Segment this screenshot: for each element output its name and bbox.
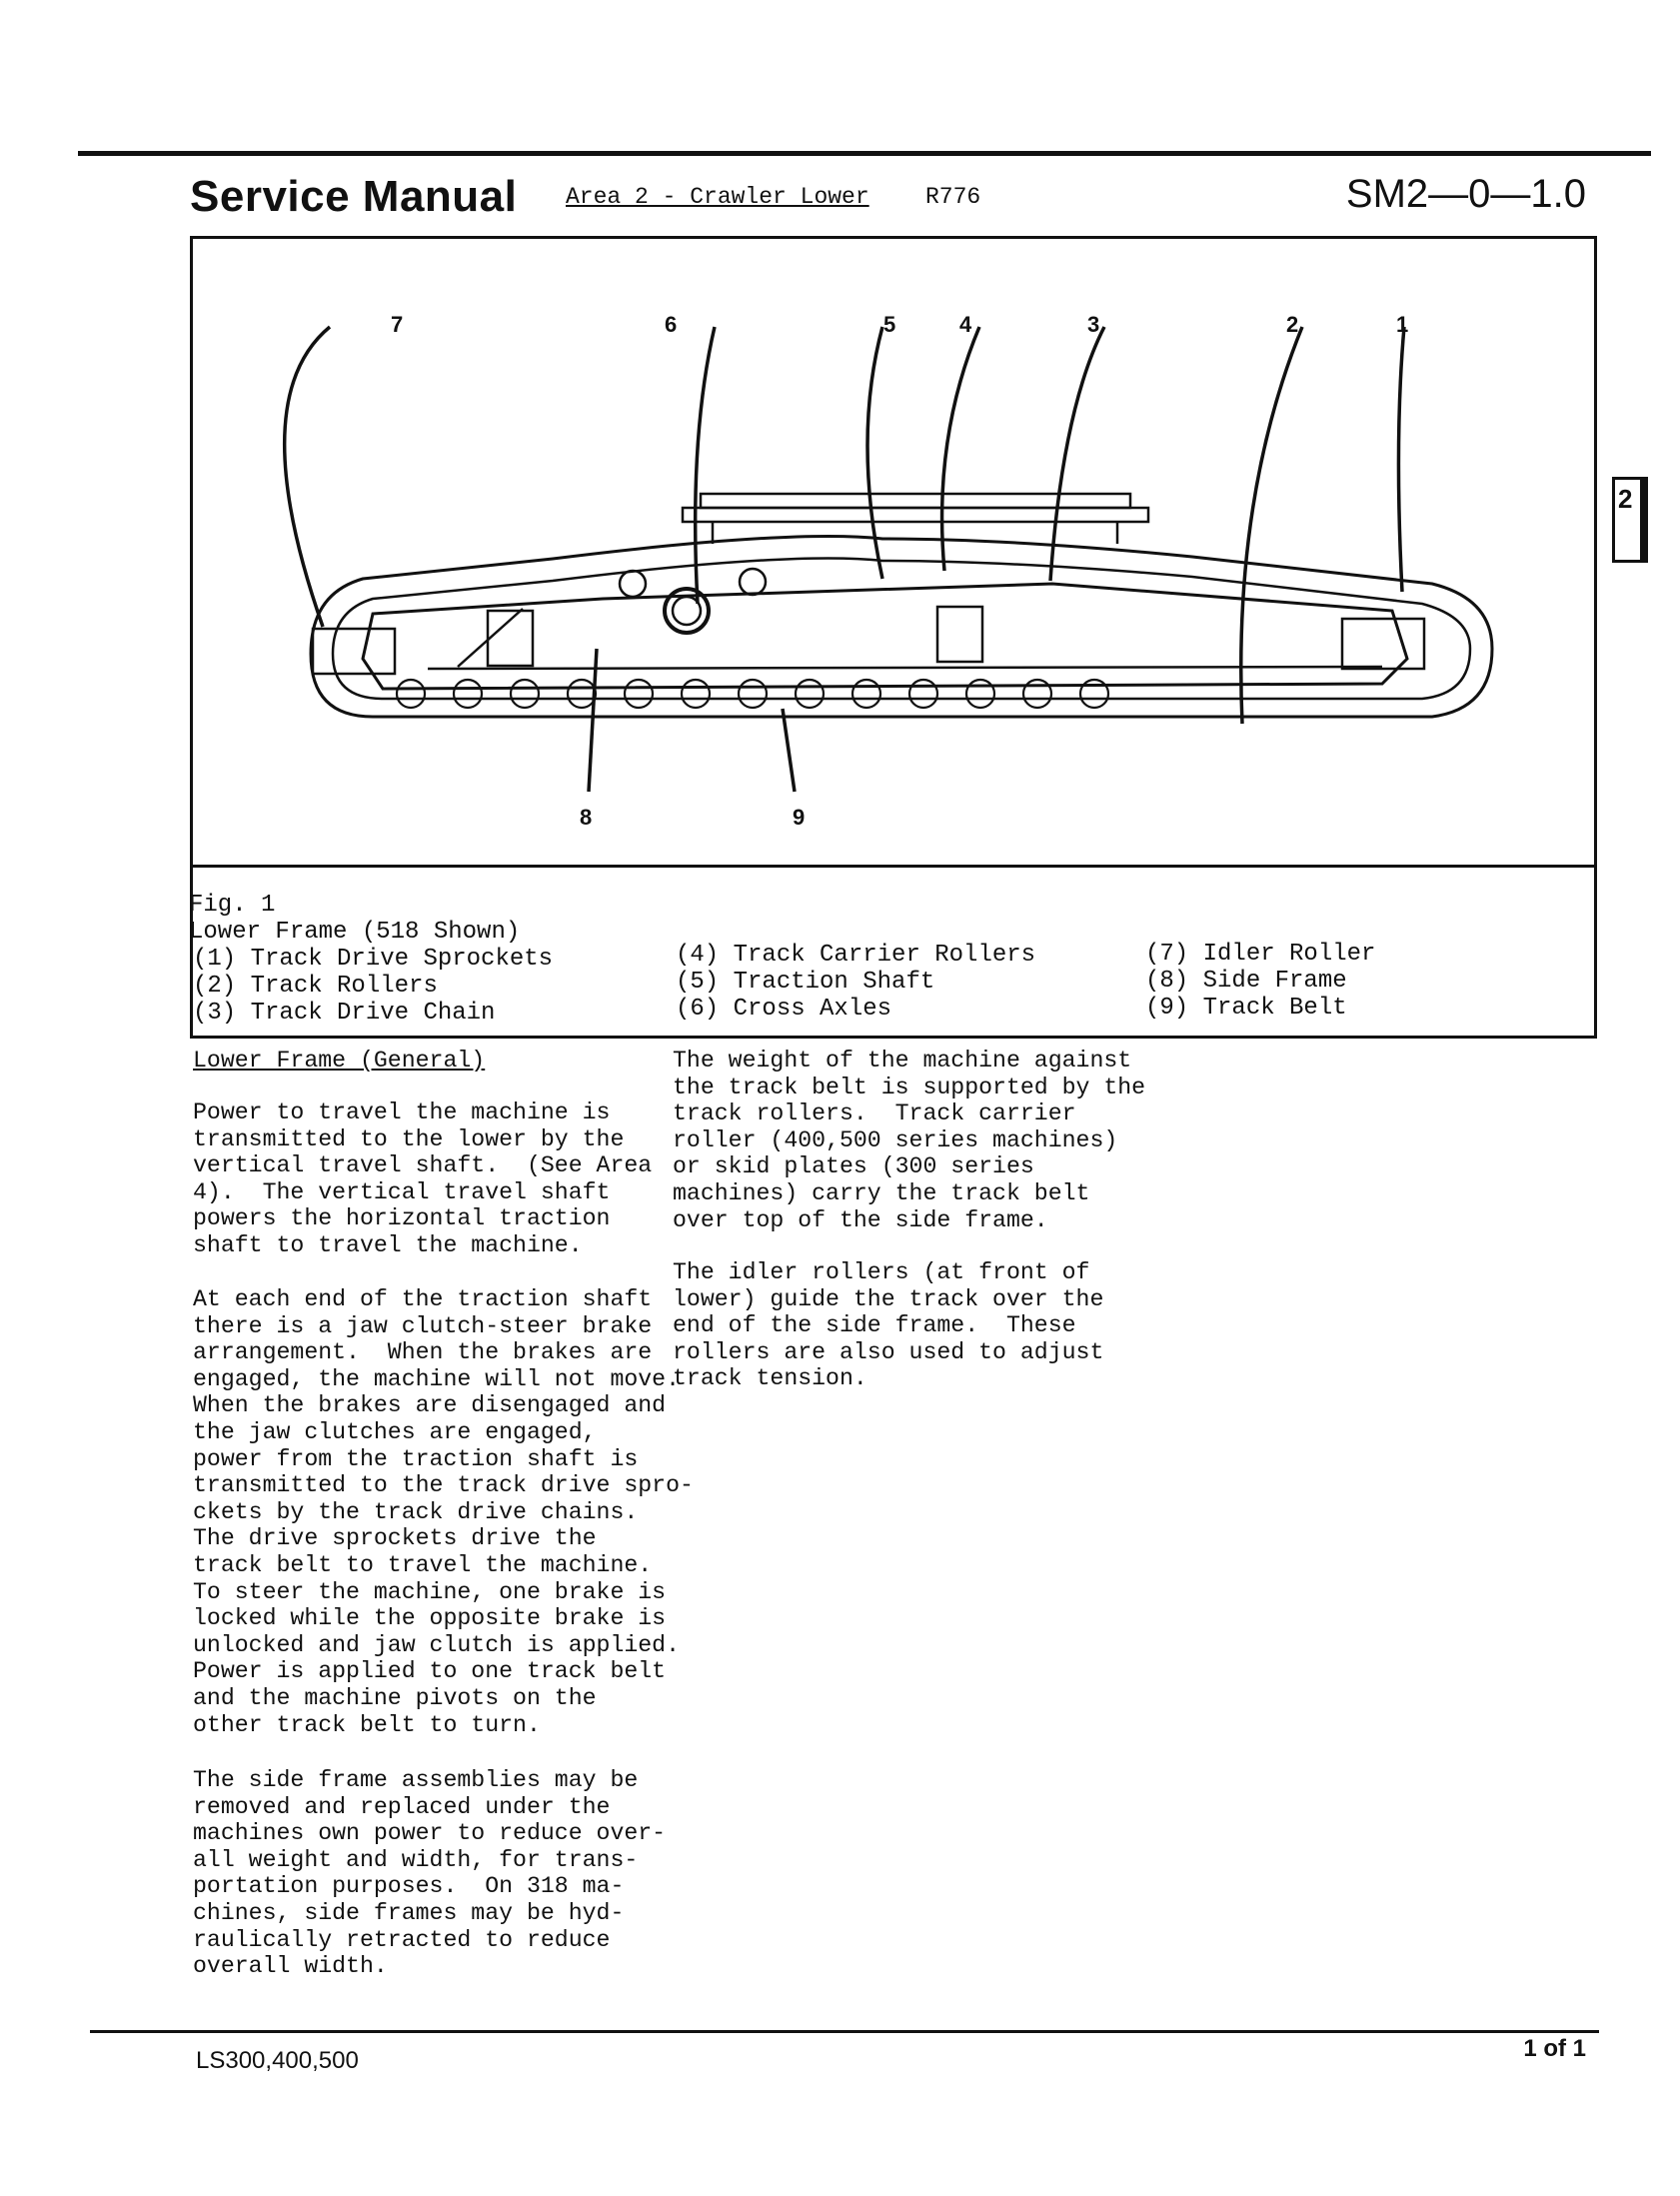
page-number: 1 of 1: [1523, 2035, 1586, 2062]
caption-item-2: (2) Track Rollers: [193, 973, 438, 1000]
rear-housing: [313, 629, 395, 674]
caption-item-4: (4) Track Carrier Rollers: [676, 942, 1036, 969]
carrier-roller-right: [740, 569, 766, 595]
figure-number: Fig. 1: [189, 892, 276, 919]
callout-9: 9: [793, 805, 806, 830]
paragraph-side-frame: The side frame assemblies may be removed and replaced under the machines own power to reduce over- all weight and width, for trans- portation purposes. On 318 ma- chines, side frames may be hyd- raulically retracted to reduce overall width.: [193, 1767, 667, 1980]
callout-2: 2: [1286, 312, 1299, 337]
upper-deck: [701, 494, 1130, 508]
callout-1: 1: [1396, 312, 1409, 337]
caption-item-5: (5) Traction Shaft: [676, 969, 935, 996]
caption-item-3: (3) Track Drive Chain: [193, 1000, 496, 1027]
section-tab-label: 2: [1618, 484, 1633, 514]
callout-8: 8: [580, 805, 593, 830]
paragraph-idler-rollers: The idler rollers (at front of lower) guide the track over the end of the side frame. These rollers are also used to adjust track tension.: [673, 1259, 1104, 1392]
top-rule: [78, 151, 1651, 156]
side-frame-body: [363, 584, 1407, 689]
figure-box: [190, 236, 1597, 1039]
crawler-lower-drawing: [193, 239, 1594, 863]
callout-3: 3: [1087, 312, 1100, 337]
callout-5: 5: [883, 312, 896, 337]
callout-4: 4: [959, 312, 972, 337]
bottom-rule: [90, 2030, 1599, 2033]
figure-caption-divider: [193, 865, 1594, 868]
callout-7: 7: [391, 312, 404, 337]
caption-item-7: (7) Idler Roller: [1145, 941, 1376, 968]
figure-subtitle: Lower Frame (518 Shown): [189, 919, 521, 946]
idler-housing: [1342, 619, 1424, 669]
paragraph-clutch-brake: At each end of the traction shaft there is a jaw clutch-steer brake arrangement. When the brakes are engaged, the machine will not move. When the brakes are disengaged and the jaw clutches are engaged, power from the traction shaft is transmitted to the track drive spro- ckets by the track drive chains. The drive sprockets drive the track belt to travel the machine. To steer the machine, one brake is locked while the opposite brake is unlocked and jaw clutch is applied. Power is applied to one track belt and the machine pivots on the other track belt to turn.: [193, 1286, 694, 1738]
page-title: Service Manual: [190, 172, 518, 221]
model-label: R776: [925, 184, 981, 210]
track-rollers: [397, 680, 1108, 708]
caption-item-6: (6) Cross Axles: [676, 996, 892, 1023]
callout-6: 6: [665, 312, 678, 337]
section-tab: [1612, 477, 1648, 563]
paragraph-power-travel: Power to travel the machine is transmitted to the lower by the vertical travel shaft. (See Area 4). The vertical travel shaft powers the horizontal traction shaft to travel the machine.: [193, 1099, 653, 1258]
manual-code: SM2—0—1.0: [1345, 172, 1586, 216]
caption-item-8: (8) Side Frame: [1145, 968, 1347, 995]
cross-axle-block-right: [937, 607, 982, 662]
caption-item-9: (9) Track Belt: [1145, 995, 1347, 1022]
footer-models: LS300,400,500: [196, 2047, 359, 2074]
paragraph-weight-support: The weight of the machine against the track belt is supported by the track rollers. Track carrier roller (400,500 series machines) or skid plates (300 series machines) carry the track belt over top of the side frame.: [673, 1048, 1146, 1233]
caption-item-1: (1) Track Drive Sprockets: [193, 946, 554, 973]
track-belt-inner: [333, 559, 1470, 700]
section-heading: Lower Frame (General): [193, 1048, 486, 1074]
area-label: Area 2 - Crawler Lower: [566, 184, 869, 210]
carrier-roller-left: [620, 571, 646, 597]
upper-deck-base: [683, 508, 1148, 522]
